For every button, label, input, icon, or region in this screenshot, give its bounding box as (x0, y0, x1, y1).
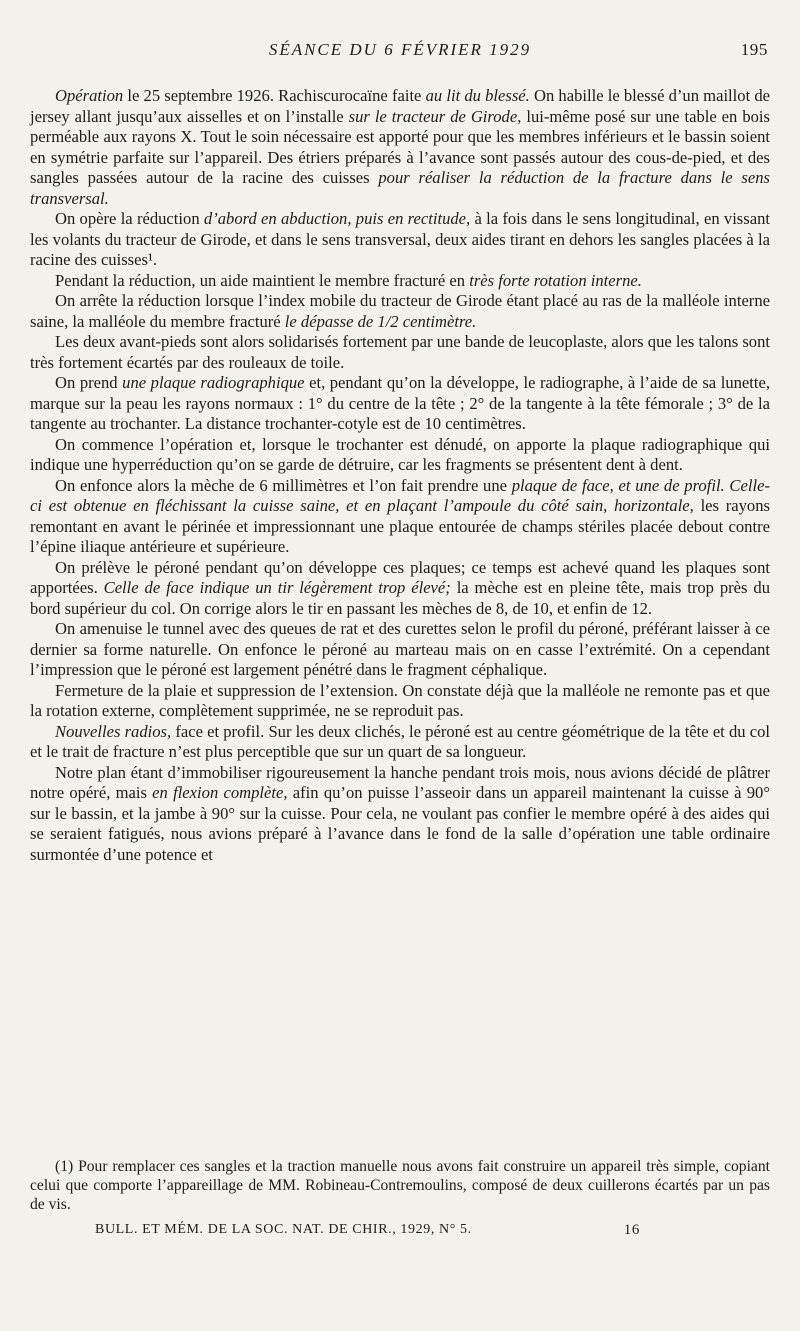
italic-run: plaque de face, et une de profil. Celle-ci est obtenue en fléchissant la cuisse saine, et en plaçant l’ampoule du côté sain, horizontale, (30, 475, 770, 515)
text-run: On prélève le péroné pendant qu’on développe ces plaques; ce temps est achevé quand les plaques sont apportées. (30, 557, 770, 597)
text-run: à la fois dans le sens longitudinal, en vissant les volants du tracteur de Girode, et dans le sens transversal, deux aides tirant en dehors les sangles placées à la racine des cuisses¹. (30, 209, 770, 269)
journal-reference: BULL. ET MÉM. DE LA SOC. NAT. DE CHIR., 1929, N° 5. (95, 1222, 472, 1237)
running-title: SÉANCE DU 6 FÉVRIER 1929 (268, 40, 532, 59)
text-run: afin qu’on puisse l’asseoir dans un appareil maintenant la cuisse à 90° sur le bassin, et la jambe à 90° sur la cuisse. Pour cela, ne voulant pas confier le membre opéré à des aides qui se seraient fatigués, nous avions préparé à l’avance dans le fond de la salle d’opération une table ordinaire surmontée d’une potence et (30, 783, 770, 864)
paragraph (30, 722, 770, 763)
text-run: le 25 septembre 1926. Rachiscurocaïne faite (123, 86, 426, 105)
paragraph (30, 209, 770, 271)
italic-run: le dépasse de 1/2 centimètre. (284, 311, 477, 331)
text-run: la mèche est en pleine tête, mais trop près du bord supérieur du col. On corrige alors le tir en passant les mèches de 8, de 10, et enfin de 12. (30, 578, 770, 618)
footnote-text: (1) Pour remplacer ces sangles et la traction manuelle nous avons fait construire un appareil très simple, copiant celui que comporte l’appareillage de MM. Robineau-Contremoulins, composé de deux cuillerons écartés par un pas de vis. (30, 1158, 770, 1213)
paragraph (30, 291, 770, 332)
paragraph (30, 373, 770, 435)
text-run: Notre plan étant d’immobiliser rigoureusement la hanche pendant trois mois, nous avions décidé de plâtrer notre opéré, mais (30, 762, 770, 802)
text-run: On enfonce alors la mèche de 6 millimètres et l’on fait prendre une (55, 475, 512, 495)
italic-run: une plaque radiographique (122, 373, 305, 392)
paragraph (30, 332, 770, 373)
running-header (30, 40, 770, 68)
paragraph (30, 86, 770, 209)
text-run: Pendant la réduction, un aide maintient le membre fracturé en (55, 270, 470, 290)
italic-run: en flexion complète, (152, 783, 288, 802)
text-run: On prend (55, 373, 123, 392)
text-run: et, pendant qu’on la développe, le radiographe, à l’aide de sa lunette, marque sur la peau les rayons normaux : 1° du centre de la tête ; 2° de la tangente à la tête fémorale ; 3° de la tangente au trochanter. La distance trochanter-cotyle est de 10 centimètres. (30, 373, 771, 433)
text-run: lui-même posé sur une table en bois perméable aux rayons X. Tout le soin nécessaire est apporté pour que les membres inférieurs et le bassin soient en symétrie parfaite sur l’appareil. Des étriers préparés à l’avance sont passés autour des cous-de-pied, et des sangles passées autour de la racine des cuisses (30, 106, 770, 187)
page-number: 195 (740, 40, 768, 59)
footnote (30, 1157, 770, 1214)
paragraph (30, 476, 770, 558)
italic-run: Opération (55, 86, 124, 105)
text-run: On opère la réduction (55, 209, 204, 228)
text-run: les rayons remontant en avant le périnée et impressionnant une plaque entourée de champs stériles placée debout contre l’épine iliaque antérieure et supérieure. (30, 496, 770, 556)
paragraph (30, 763, 770, 866)
paragraph (30, 558, 770, 620)
page-footer (95, 1222, 640, 1242)
italic-run: au lit du blessé. (425, 86, 530, 105)
paragraph (30, 271, 770, 292)
text-run: On habille le blessé d’un maillot de jersey allant jusqu’aux aisselles et on l’installe (30, 86, 771, 126)
text-run: On arrête la réduction lorsque l’index mobile du tracteur de Girode étant placé au ras de la malléole interne saine, la malléole du membre fracturé (30, 291, 770, 331)
text-run: Les deux avant-pieds sont alors solidarisés fortement par une bande de leucoplaste, alors que les talons sont très fortement écartés par des rouleaux de toile. (30, 332, 770, 372)
body-text (30, 86, 770, 865)
italic-run: Nouvelles radios, (55, 721, 172, 741)
italic-run: très forte rotation interne. (469, 270, 642, 290)
italic-run: d’abord en abduction, puis en rectitude, (203, 209, 471, 228)
signature-mark: 16 (623, 1222, 640, 1238)
italic-run: pour réaliser la réduction de la fracture dans le sens transversal. (30, 168, 770, 208)
paragraph (30, 619, 770, 681)
italic-run: sur le tracteur de Girode, (348, 106, 522, 126)
text-run: On amenuise le tunnel avec des queues de rat et des curettes selon le profil du péroné, préférant laisser à ce dernier sa forme naturelle. On enfonce le péroné au marteau mais on en casse l’extrémité. On a cependant l’impression que le péroné est largement pénétré dans le fragment céphalique. (30, 619, 770, 679)
text-run: Fermeture de la plaie et suppression de l’extension. On constate déjà que la malléole ne remonte pas et que la rotation externe, complètement supprimée, ne se reproduit pas. (30, 680, 770, 720)
text-run: On commence l’opération et, lorsque le trochanter est dénudé, on apporte la plaque radiographique qui indique une hyperréduction qu’on se garde de détruire, car les fragments se présentent dent à dent. (30, 434, 770, 474)
paragraph (30, 681, 770, 722)
text-run: face et profil. Sur les deux clichés, le péroné est au centre géométrique de la tête et du col et le trait de fracture n’est plus perceptible que sur un quart de sa longueur. (30, 721, 770, 761)
italic-run: Celle de face indique un tir légèrement trop élevé; (103, 578, 451, 597)
paragraph (30, 435, 770, 476)
